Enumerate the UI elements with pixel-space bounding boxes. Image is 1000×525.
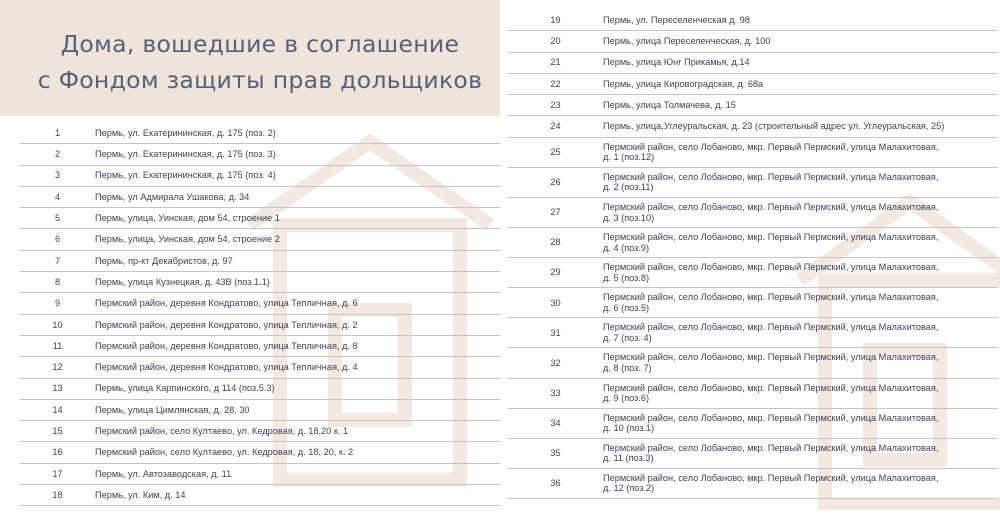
row-address	[603, 438, 998, 468]
row-number: 22	[508, 73, 603, 94]
address-line: Пермский район, село Лобаново, мкр. Первый Пермский, улица Малахитовая,	[603, 442, 939, 453]
address-line: Пермский район, село Лобаново, мкр. Первый Пермский, улица Малахитовая,	[603, 202, 939, 213]
address-line-2: д. 7 (поз. 4)	[603, 332, 652, 343]
row-number: 32	[508, 348, 603, 378]
address-line: Пермский район, село Лобаново, мкр. Первый Пермский, улица Малахитовая,	[603, 382, 939, 393]
row-number: 20	[508, 31, 603, 52]
row-number: 11	[20, 335, 95, 356]
table-row	[508, 378, 998, 408]
address-line: Пермский район, село Лобаново, мкр. Первый Пермский, улица Малахитовая,	[603, 472, 939, 483]
row-address	[95, 272, 500, 293]
table-row	[20, 144, 500, 165]
row-address	[95, 442, 500, 463]
table-row	[508, 95, 998, 116]
address-line: Пермский район, село Лобаново, мкр. Первый Пермский, улица Малахитовая,	[603, 292, 939, 303]
address-line: Пермский район, село Лобаново, мкр. Первый Пермский, улица Малахитовая,	[603, 141, 939, 152]
row-address	[603, 468, 998, 498]
table-row	[508, 137, 998, 167]
row-address	[603, 318, 998, 348]
table-row	[508, 52, 998, 73]
row-number: 3	[20, 165, 95, 186]
table-row	[508, 408, 998, 438]
row-address	[603, 116, 998, 137]
row-address	[603, 348, 998, 378]
row-number: 4	[20, 186, 95, 207]
table-row	[508, 197, 998, 227]
address-line: Пермь, ул. Екатерининская, д. 175 (поз. 2)	[95, 127, 276, 138]
row-address	[603, 137, 998, 167]
row-number: 14	[20, 399, 95, 420]
row-address	[95, 186, 500, 207]
address-line: Пермь, ул. Екатерининская, д. 175 (поз. 3)	[95, 149, 276, 160]
row-number: 23	[508, 95, 603, 116]
address-line: Пермский район, село Лобаново, мкр. Первый Пермский, улица Малахитовая,	[603, 322, 939, 333]
table-row	[508, 318, 998, 348]
table-row	[508, 10, 998, 31]
address-line: Пермь, ул. Переселенческая д. 98	[603, 14, 750, 25]
address-line: Пермский район, деревня Кондратово, улица Тепличная, д. 2	[95, 319, 358, 330]
row-number: 7	[20, 250, 95, 271]
title-line-2: с Фондом защиты прав дольщиков	[37, 66, 483, 94]
table-row	[508, 116, 998, 137]
row-number: 35	[508, 438, 603, 468]
row-number: 1	[20, 123, 95, 144]
address-line-2: д. 3 (поз.10)	[603, 212, 655, 223]
address-line: Пермь, ул. Екатерининская, д. 175 (поз. 4)	[95, 170, 276, 181]
table-row	[20, 378, 500, 399]
address-line: Пермь, улица Карпинского, д 114 (поз.5.3)	[95, 383, 275, 394]
table-row	[20, 123, 500, 144]
page-title	[0, 26, 520, 98]
address-line-2: д. 8 (поз. 7)	[603, 362, 652, 373]
address-line: Пермский район, село Лобаново, мкр. Первый Пермский, улица Малахитовая,	[603, 352, 939, 363]
table-row	[508, 348, 998, 378]
row-address	[95, 165, 500, 186]
row-number: 16	[20, 442, 95, 463]
row-number: 10	[20, 314, 95, 335]
address-line: Пермь, улица Переселенческая, д. 100	[603, 36, 771, 47]
address-line: Пермь, улица, Уинская, дом 54, строение 2	[95, 234, 280, 245]
address-line: Пермь, ул. Автозаводская, д. 11	[95, 468, 232, 479]
address-line-2: д. 2 (поз.11)	[603, 182, 654, 193]
row-address	[603, 73, 998, 94]
row-address	[95, 378, 500, 399]
address-line-2: д. 10 (поз.1)	[603, 423, 655, 434]
table-row	[20, 442, 500, 463]
address-line: Пермь, улица Кузнецкая, д. 43В (поз.1.1)	[95, 276, 270, 287]
row-address	[95, 250, 500, 271]
address-line: Пермь, ул. Ким, д. 14	[95, 489, 186, 500]
row-address	[603, 10, 998, 31]
table-row	[20, 335, 500, 356]
table-row	[20, 357, 500, 378]
row-address	[603, 52, 998, 73]
row-address	[95, 399, 500, 420]
row-address	[95, 485, 500, 506]
row-address	[603, 288, 998, 318]
row-address	[95, 421, 500, 442]
table-row	[20, 208, 500, 229]
table-row	[508, 167, 998, 197]
row-address	[603, 197, 998, 227]
row-number: 17	[20, 463, 95, 484]
row-number: 8	[20, 272, 95, 293]
row-address	[95, 229, 500, 250]
address-line: Пермский район, село Лобаново, мкр. Первый Пермский, улица Малахитовая,	[603, 232, 939, 243]
row-address	[95, 208, 500, 229]
table-row	[508, 288, 998, 318]
table-row	[508, 228, 998, 258]
row-number: 5	[20, 208, 95, 229]
address-line: Пермский район, село Култаево, ул. Кедровая, д. 18, 20, к. 2	[95, 447, 354, 458]
address-line: Пермский район, деревня Кондратово, улица Тепличная, д. 6	[95, 298, 358, 309]
row-number: 21	[508, 52, 603, 73]
address-line: Пермский район, село Лобаново, мкр. Первый Пермский, улица Малахитовая,	[603, 171, 939, 182]
address-line: Пермский район, село Лобаново, мкр. Первый Пермский, улица Малахитовая,	[603, 412, 939, 423]
row-address	[603, 228, 998, 258]
table-row	[508, 468, 998, 498]
address-line-2: д. 11 (поз.3)	[603, 453, 654, 464]
row-address	[95, 463, 500, 484]
row-number: 27	[508, 197, 603, 227]
row-address	[95, 335, 500, 356]
address-line: Пермь, улица Юнг Прикамья, д.14	[603, 57, 750, 68]
address-line: Пермский район, деревня Кондратово, улица Тепличная, д. 4	[95, 362, 358, 373]
table-row	[20, 421, 500, 442]
address-line: Пермь, ул Адмирала Ушакова, д. 34	[95, 191, 250, 202]
address-line-2: д. 6 (поз.5)	[603, 302, 650, 313]
table-row	[508, 438, 998, 468]
row-address	[603, 167, 998, 197]
address-line-2: д. 12 (поз.2)	[603, 483, 655, 494]
address-line: Пермь, пр-кт Декабристов, д. 97	[95, 255, 233, 266]
row-address	[603, 95, 998, 116]
row-address	[603, 378, 998, 408]
row-number: 33	[508, 378, 603, 408]
row-number: 9	[20, 293, 95, 314]
table-row	[20, 314, 500, 335]
address-line-2: д. 4 (поз.9)	[603, 242, 650, 253]
address-line: Пермский район, село Култаево, ул. Кедровая, д. 18,20 к. 1	[95, 426, 349, 437]
address-line: Пермский район, деревня Кондратово, улица Тепличная, д. 8	[95, 340, 358, 351]
houses-table-right	[508, 10, 998, 499]
row-number: 25	[508, 137, 603, 167]
row-number: 29	[508, 258, 603, 288]
title-line-1: Дома, вошедшие в соглашение	[60, 30, 460, 58]
table-row	[20, 293, 500, 314]
row-number: 34	[508, 408, 603, 438]
table-row	[508, 73, 998, 94]
row-number: 6	[20, 229, 95, 250]
row-address	[603, 408, 998, 438]
table-row	[508, 31, 998, 52]
address-line: Пермь, улица Цимлянская, д. 28, 30	[95, 404, 250, 415]
row-address	[95, 123, 500, 144]
row-address	[95, 314, 500, 335]
row-number: 15	[20, 421, 95, 442]
row-number: 30	[508, 288, 603, 318]
row-address	[95, 144, 500, 165]
row-address	[603, 258, 998, 288]
address-line: Пермский район, село Лобаново, мкр. Первый Пермский, улица Малахитовая,	[603, 262, 939, 273]
row-number: 13	[20, 378, 95, 399]
address-line-2: д. 9 (поз.6)	[603, 393, 650, 404]
address-line: Пермь, улица,Углеуральская, д. 23 (строительный адрес ул. Углеуральская, 25)	[603, 121, 945, 132]
table-row	[20, 272, 500, 293]
table-row	[20, 229, 500, 250]
row-number: 28	[508, 228, 603, 258]
table-row	[20, 186, 500, 207]
row-number: 18	[20, 485, 95, 506]
table-row	[20, 165, 500, 186]
houses-table-left	[20, 123, 500, 506]
table-row	[20, 250, 500, 271]
address-line: Пермь, улица, Уинская, дом 54, строение 1	[95, 213, 280, 224]
row-address	[95, 293, 500, 314]
row-address	[603, 31, 998, 52]
address-line: Пермь, улица Толмачева, д. 15	[603, 100, 736, 111]
table-row	[508, 258, 998, 288]
address-line-2: д. 5 (поз.8)	[603, 272, 650, 283]
row-number: 24	[508, 116, 603, 137]
table-row	[20, 463, 500, 484]
table-row	[20, 485, 500, 506]
row-number: 36	[508, 468, 603, 498]
row-number: 31	[508, 318, 603, 348]
row-address	[95, 357, 500, 378]
row-number: 2	[20, 144, 95, 165]
row-number: 12	[20, 357, 95, 378]
address-line: Пермь, улица Кировоградская, д. 68а	[603, 78, 764, 89]
row-number: 26	[508, 167, 603, 197]
table-row	[20, 399, 500, 420]
row-number: 19	[508, 10, 603, 31]
address-line-2: д. 1 (поз.12)	[603, 152, 655, 163]
